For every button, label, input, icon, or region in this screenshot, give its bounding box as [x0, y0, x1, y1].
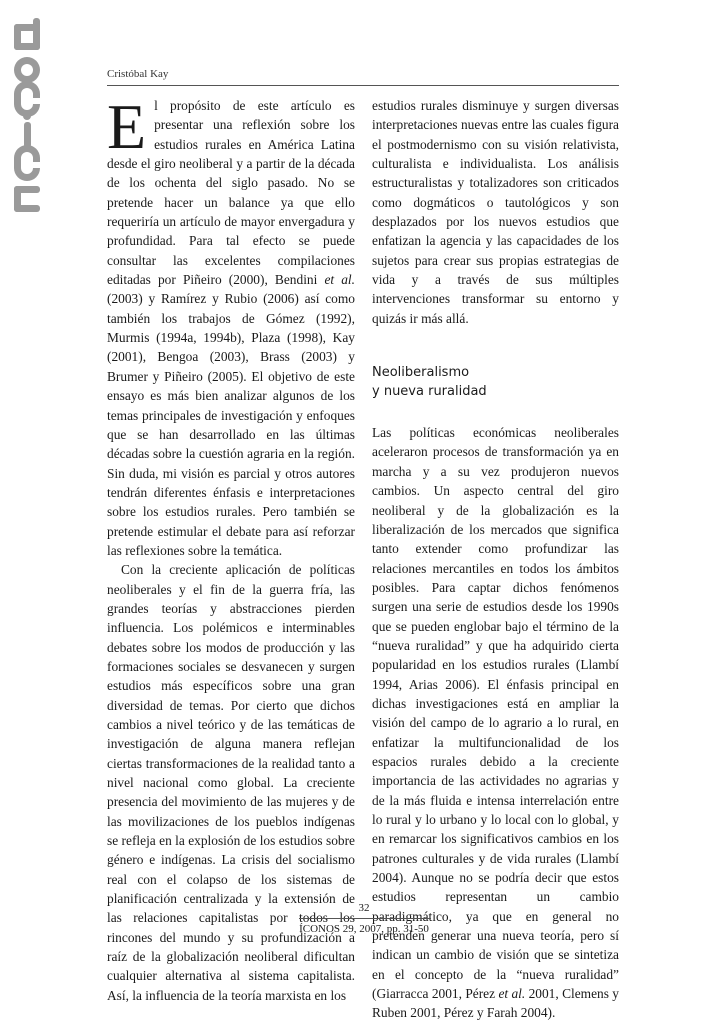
- section-title: [372, 363, 619, 401]
- drop-cap: E: [107, 91, 147, 162]
- et-al-italic: et al.: [498, 986, 526, 1002]
- section-title-line-2: y nueva ruralidad: [372, 384, 487, 400]
- right-column: [372, 96, 619, 1023]
- intro-paragraph: [107, 91, 355, 560]
- header-divider: [107, 85, 619, 86]
- second-paragraph: Con la creciente aplicación de políticas neoliberales y el fin de la guerra fría, las grandes teorías y abstracciones pierden influencia. Los polémicos e interminables debates sobre los modos de producción y las formaciones sociales se desvanecen y surgen estudios más específicos sobre una gran diversidad de temas. Por cierto que dichos cambios a nivel teórico y de las temáticas de investigación de alguna manera reflejan ciertas transformaciones de la realidad tanto a nivel nacional como global. La creciente presencia del movimiento de las mujeres y de las movilizaciones de los pueblos indígenas se refleja en la explosión de los estudios sobre género e indígenas. La crisis del socialismo real con el colapso de los sistemas de planificación centralizada y la extensión de las relaciones capitalistas por todos los rincones del mundo y su profundización a raíz de la globalización neoliberal dificultan cualquier alternativa al sistema capitalista. Así, la influencia de la teoría marxista en los: [107, 562, 355, 1003]
- footer-divider: [299, 918, 431, 919]
- continued-paragraph: estudios rurales disminuye y surgen diversas interpretaciones nuevas entre las cuales figura el postmodernismo con su visión relativista, culturalista e individualista. Los análisis estructuralistas y totalizadores son criticados como dogmáticos o tautológicos y son desplazados por los nuevos estudios que enfatizan la agencia y las capacidades de los sujetos para crear sus propias estrategias de vida y a través de sus múltiples intervenciones transformar su entorno y quizás ir más allá.: [372, 98, 619, 326]
- section-text-start: Las políticas económicas neoliberales aceleraron procesos de transformación ya en marcha y a su vez produjeron nuevos cambios. Un aspecto central del giro neoliberal y de la globalización es la liberalización de los mercados que significa tanto extender como profundizar las relaciones mercantiles en todos los ámbitos posibles. Para captar dichos fenómenos surgen una serie de estudios desde los 1990s que se pueden englobar bajo el término de la “nueva ruralidad” y que ha adquirido cierta popularidad en los estudios rurales (Llambí 1994, Arias 2006). El énfasis principal en dichas investigaciones está en ampliar la visión del campo de lo agrario a lo rural, en enfatizar la multifuncionalidad de los espacios rurales debido a la creciente importancia de las actividades no agrarias y de la más fluida e intensa interrelación entre lo rural y lo urbano y lo local con lo global, y en remarcar los significativos cambios en los patrones culturales y de vida rurales (Llambí 2004). Aunque no se podría decir que estos estudios representan un cambio paradigmático, ya que en general no pretenden generar una nueva teoría, pero sí indican un cambio de visión que se sintetiza en el concepto de la “nueva ruralidad” (Giarracca 2001, Pérez: [372, 425, 619, 1002]
- side-watermark: [8, 18, 48, 218]
- journal-citation: ÍCONOS 29, 2007, pp. 31-50: [299, 923, 429, 935]
- left-column: [107, 91, 355, 1005]
- intro-text-start: l propósito de este artículo es presentar una reflexión sobre los estudios rurales en América Latina desde el giro neoliberal y a partir de la década de los ochenta del siglo pasado. No se pretende hacer un balance ya que ello requeriría un artículo de mayor envergadura y profundidad. Para tal efecto se puede consultar las excelentes compilaciones editadas por Piñeiro (2000), Bendini: [107, 98, 355, 288]
- section-text-rest: 2001, Clemens y Ruben 2001, Pérez y Farah 2004).: [372, 986, 619, 1021]
- running-header-author: Cristóbal Kay: [107, 68, 169, 80]
- page-number: 32: [358, 902, 370, 914]
- section-title-line-1: Neoliberalismo: [372, 365, 470, 381]
- et-al-italic: et al.: [324, 272, 355, 288]
- intro-text-rest: (2003) y Ramírez y Rubio (2006) así como también los trabajos de Gómez (1992), Murmis (1994a, 1994b), Plaza (1998), Kay (2001), Bengoa (2003), Brass (2003) y Brumer y Piñeiro (2005). El objetivo de este ensayo es más bien analizar algunos de los temas principales de investigación y enfoques que se han desarrollado en las últimas décadas sobre la cuestión agraria en la región. Sin duda, mi visión es parcial y otros autores tendrán diferentes énfasis e interpretaciones sobre los estudios rurales. Pero también se pretende estimular el debate para así reforzar las reflexiones sobre la temática.: [107, 291, 355, 558]
